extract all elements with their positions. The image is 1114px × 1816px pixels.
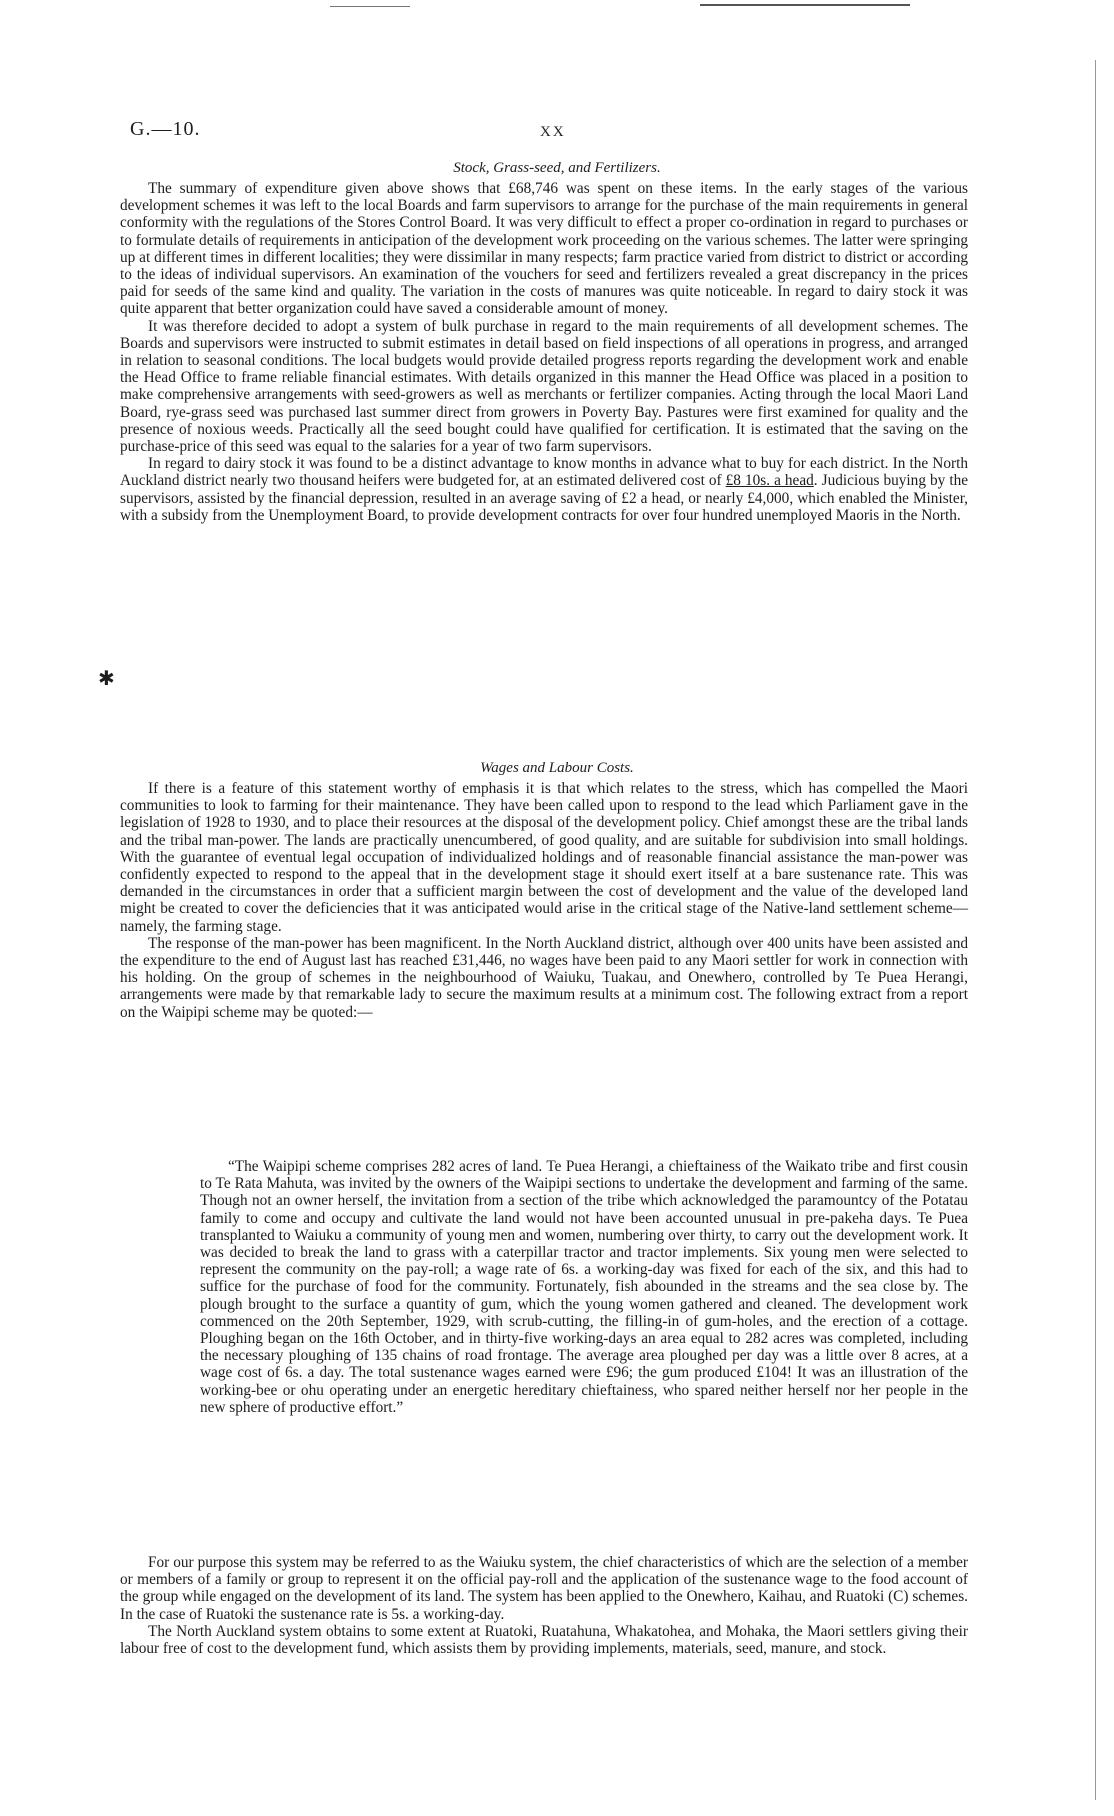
wages-section-body (120, 780, 968, 1021)
stock-paragraph-3 (120, 455, 968, 524)
page-number: XX (540, 124, 566, 140)
margin-asterisk-mark: ✱ (98, 668, 115, 690)
section-heading-stock: Stock, Grass-seed, and Fertilizers. (453, 160, 661, 176)
waipipi-report-quote (200, 1158, 968, 1416)
scan-artifact-top (330, 6, 410, 7)
stock-paragraph-3-start: In regard to dairy stock it was found to be a distinct advantage to know months in advance what to buy for each district. In the North Auckland district nearly two thousand heifers were budgeted for, at an estimated delivered cost of (120, 455, 968, 490)
wages-paragraph-1: If there is a feature of this statement worthy of emphasis it is that which relates to the stress, which has compelled the Maori communities to look to farming for their maintenance. They have been called upon to respond to the lead which Parliament gave in the legislation of 1928 to 1930, and to place their resources at the disposal of the development policy. Chief amongst these are the tribal lands and the tribal man-power. The lands are practically unencumbered, of good quality, and are suitable for subdivision into small holdings. With the guarantee of eventual legal occupation of individualized holdings and of reasonable financial assistance the man-power was confidently expected to respond to the appeal that in the development stage it should exert itself at a bare sustenance rate. This was demanded in the circumstances in order that a sufficient margin between the cost of development and the value of the developed land might be created to cover the deficiencies that it was anticipated would arise in the critical stage of the Native-land settlement scheme—namely, the farming stage. (120, 780, 968, 935)
stock-paragraph-3-end: . Judicious buying by the supervisors, assisted by the financial depression, resulted in an average saving of £2 a head, or nearly £4,000, which enabled the Minister, with a subsidy from the Unemployment Board, to provide development contracts for over four hundred unemployed Maoris in the North. (120, 472, 969, 524)
wages-paragraph-3: For our purpose this system may be referred to as the Waiuku system, the chief characteristics of which are the selection of a member or members of a family or group to represent it on the official pay-roll and the application of the sustenance wage to the food account of the group while engaged on the development of its land. The system has been applied to the Onewhero, Kaihau, and Ruatoki (C) schemes. In the case of Ruatoki the sustenance rate is 5s. a working-day. (120, 1554, 968, 1623)
scan-artifact-top-right (700, 4, 910, 6)
stock-section-body (120, 180, 968, 524)
quote-text: “The Waipipi scheme comprises 282 acres of land. Te Puea Herangi, a chieftainess of the Waikato tribe and first cousin to Te Rata Mahuta, was invited by the owners of the Waipipi sections to undertake the development and farming of the same. Though not an owner herself, the invitation from a section of the tribe which acknowledged the paramountcy of the Potatau family to come and occupy and cultivate the land would not have been accounted unusual in pre-pakeha days. Te Puea transplanted to Waiuku a community of young men and women, numbering over thirty, to carry out the development work. It was decided to break the land to grass with a caterpillar tractor and tractor implements. Six young men were selected to represent the community on the pay-roll; a wage rate of 6s. a working-day was fixed for each of the six, and this had to suffice for the purchase of food for the community. Fortunately, fish abounded in the streams and the sea close by. The plough brought to the surface a quantity of gum, which the young women gathered and cleaned. The development work commenced on the 20th September, 1929, with scrub-cutting, the filling-in of gum-holes, and the erection of a cottage. Ploughing began on the 16th October, and in thirty-five working-days an area equal to 282 acres was completed, including the necessary ploughing of 135 chains of road frontage. The average area ploughed per day was a little over 8 acres, at a wage cost of 6s. a day. The total sustenance wages earned were £96; the gum produced £104! It was an illustration of the working-bee or ohu operating under an energetic hereditary chieftainess, who spared neither herself nor her people in the new sphere of productive effort.” (200, 1158, 968, 1416)
page-reference: G.—10. (130, 118, 201, 140)
wages-paragraph-4: The North Auckland system obtains to some extent at Ruatoki, Ruatahuna, Whakatohea, and Mohaka, the Maori settlers giving their labour free of cost to the development fund, which assists them by providing implements, materials, seed, manure, and stock. (120, 1622, 968, 1658)
wages-section-body-continued (120, 1554, 968, 1657)
stock-paragraph-2: It was therefore decided to adopt a system of bulk purchase in regard to the main requirements of all development schemes. The Boards and supervisors were instructed to submit estimates in detail based on field inspections of all operations in progress, and arranged in relation to seasonal conditions. The local budgets would provide detailed progress reports regarding the development work and enable the Head Office to frame reliable financial estimates. With details organized in this manner the Head Office was placed in a position to make comprehensive arrangements with seed-growers as well as merchants or fertilizer companies. Acting through the local Maori Land Board, rye-grass seed was purchased last summer direct from growers in Poverty Bay. Pastures were first examined for quality and the presence of noxious weeds. Practically all the seed bought could have qualified for certification. It is estimated that the saving on the purchase-price of this seed was equal to the salaries for a year of two farm supervisors. (120, 317, 968, 456)
section-heading-wages: Wages and Labour Costs. (480, 760, 634, 776)
stock-paragraph-1: The summary of expenditure given above shows that £68,746 was spent on these items. In the early stages of the various development schemes it was left to the local Boards and farm supervisors to arrange for the purchase of the main requirements in general conformity with the regulations of the Stores Control Board. It was very difficult to effect a proper co-ordination in regard to purchases or to formulate details of requirements in anticipation of the development work proceeding on the various schemes. The latter were springing up at different times in different localities; they were dissimilar in many respects; farm practice varied from district to district or according to the ideas of individual supervisors. An examination of the vouchers for seed and fertilizers revealed a great discrepancy in the prices paid for seeds of the same kind and quality. The variation in the costs of manures was quite noticeable. In regard to dairy stock it was quite apparent that better organization could have saved a considerable amount of money. (120, 180, 968, 318)
scan-artifact-right-edge (1095, 60, 1096, 1800)
underlined-cost: £8 10s. a head (725, 472, 814, 490)
wages-paragraph-2: The response of the man-power has been magnificent. In the North Auckland district, although over 400 units have been assisted and the expenditure to the end of August last has reached £31,446, no wages have been paid to any Maori settler for work in connection with his holding. On the group of schemes in the neighbourhood of Waiuku, Tuakau, and Onewhero, controlled by Te Puea Herangi, arrangements were made by that remarkable lady to secure the maximum results at a minimum cost. The following extract from a report on the Waipipi scheme may be quoted:— (120, 934, 968, 1021)
